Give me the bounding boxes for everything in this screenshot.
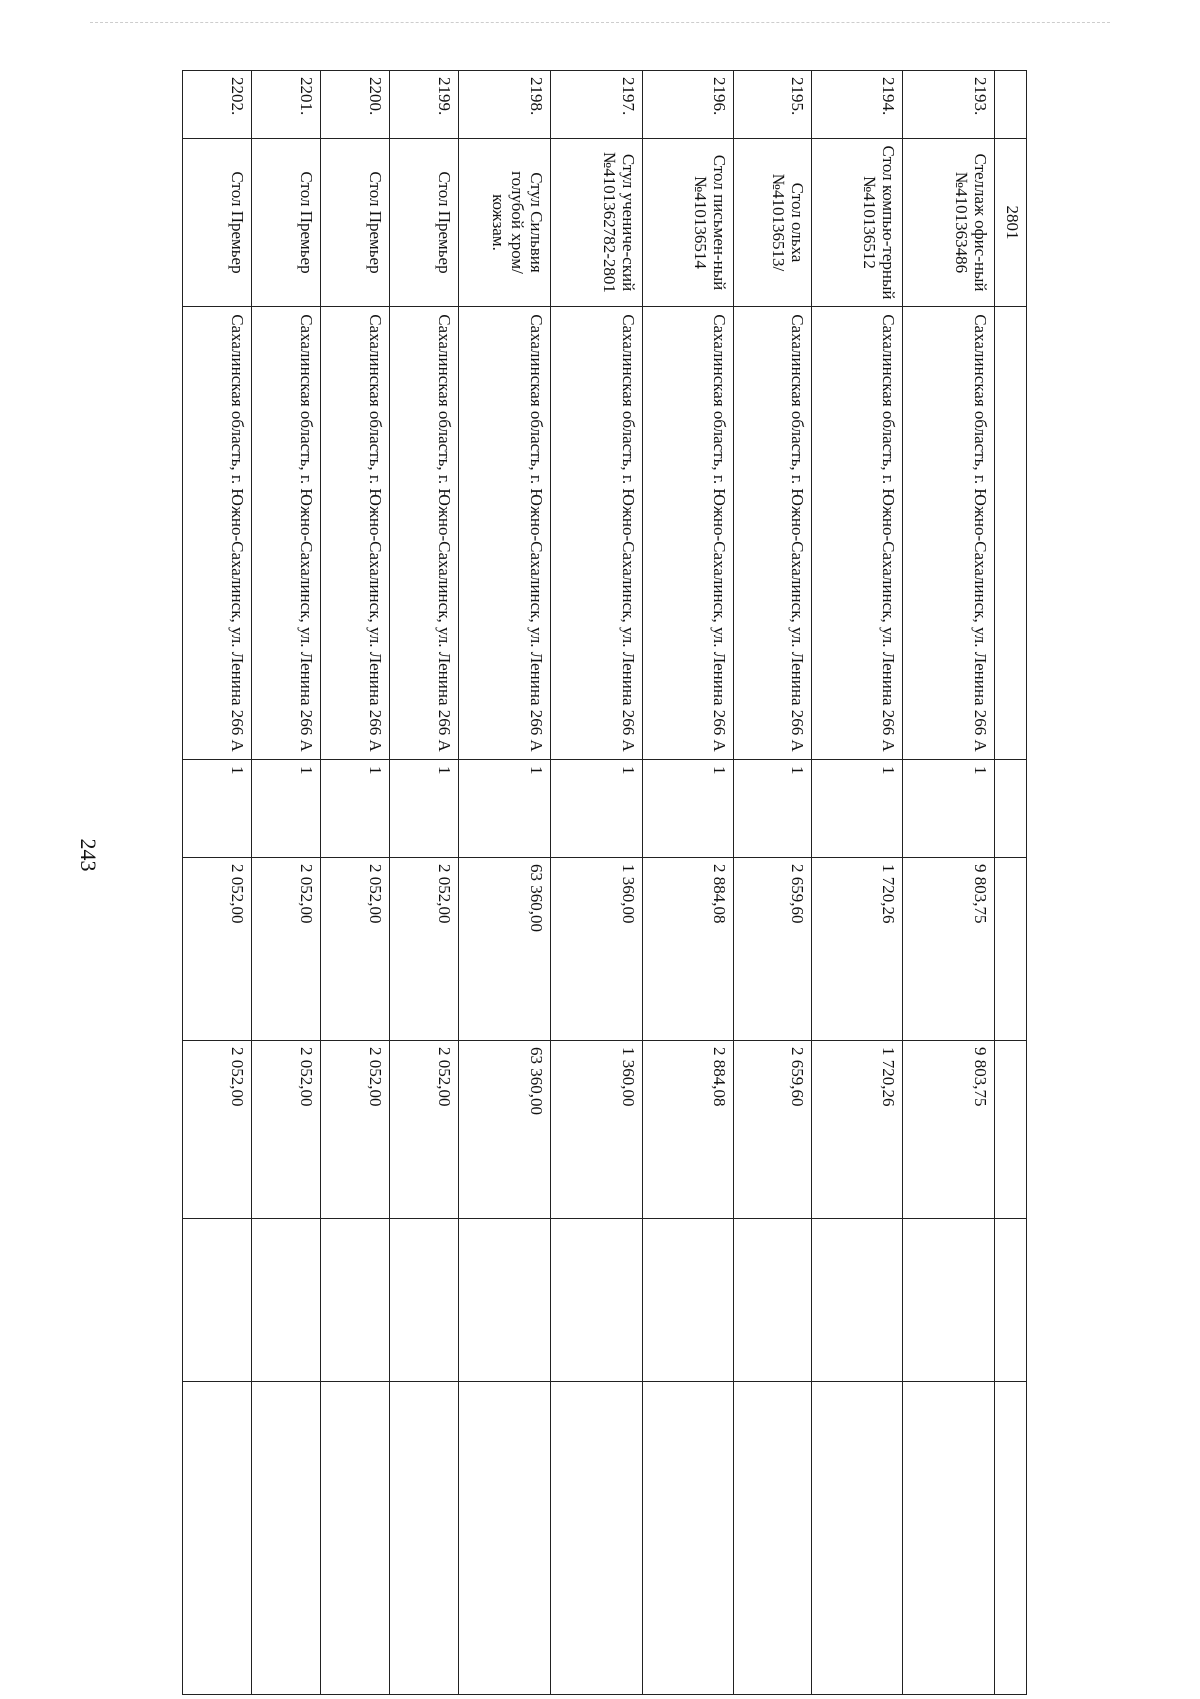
row-number: 2193. [903,71,995,139]
table-row [811,71,903,1695]
table-row [642,71,734,1695]
item-sum-2: 9 803,75 [903,1041,995,1219]
empty-cell [252,1382,321,1695]
empty-cell [459,1219,551,1382]
item-sum-2: 2 884,08 [642,1041,734,1219]
item-address: Сахалинская область, г. Южно-Сахалинск, ул. Ленина 266 А [321,307,390,760]
item-sum-2: 2 052,00 [390,1041,459,1219]
row-number: 2195. [734,71,811,139]
item-sum-2: 2 659,60 [734,1041,811,1219]
item-address: Сахалинская область, г. Южно-Сахалинск, ул. Ленина 266 А [811,307,903,760]
item-address: Сахалинская область, г. Южно-Сахалинск, ул. Ленина 266 А [252,307,321,760]
item-sum-1: 2 052,00 [321,858,390,1041]
item-qty: 1 [183,760,252,858]
empty-cell [321,1219,390,1382]
header-empty-cell [995,1219,1027,1382]
empty-cell [903,1382,995,1695]
empty-cell [183,1219,252,1382]
table-row [903,71,995,1695]
item-address: Сахалинская область, г. Южно-Сахалинск, ул. Ленина 266 А [642,307,734,760]
empty-cell [734,1382,811,1695]
item-address: Сахалинская область, г. Южно-Сахалинск, ул. Ленина 266 А [390,307,459,760]
empty-cell [550,1219,642,1382]
header-address-cell [995,307,1027,760]
empty-cell [642,1382,734,1695]
table-row [459,71,551,1695]
item-address: Сахалинская область, г. Южно-Сахалинск, ул. Ленина 266 А [459,307,551,760]
item-name: Стол компью-терный №410136512 [811,139,903,307]
header-num-cell [995,71,1027,139]
item-name: Стул Сильвия голубой хром/кожзам. [459,139,551,307]
table-row [550,71,642,1695]
item-name: Стол Премьер [183,139,252,307]
row-number: 2202. [183,71,252,139]
table-row [390,71,459,1695]
item-sum-1: 1 360,00 [550,858,642,1041]
item-sum-1: 63 360,00 [459,858,551,1041]
item-sum-1: 2 659,60 [734,858,811,1041]
row-number: 2196. [642,71,734,139]
item-qty: 1 [550,760,642,858]
header-name-cell: 2801 [995,139,1027,307]
item-address: Сахалинская область, г. Южно-Сахалинск, ул. Ленина 266 А [734,307,811,760]
item-qty: 1 [390,760,459,858]
item-name: Стеллаж офис-ный №4101363486 [903,139,995,307]
rotated-sheet [182,70,1027,1590]
header-qty-cell [995,760,1027,858]
item-sum-1: 2 052,00 [390,858,459,1041]
item-qty: 1 [252,760,321,858]
row-number: 2194. [811,71,903,139]
empty-cell [811,1219,903,1382]
item-sum-1: 1 720,26 [811,858,903,1041]
item-sum-2: 63 360,00 [459,1041,551,1219]
item-sum-2: 1 720,26 [811,1041,903,1219]
item-sum-1: 2 052,00 [252,858,321,1041]
item-address: Сахалинская область, г. Южно-Сахалинск, ул. Ленина 266 А [550,307,642,760]
row-number: 2200. [321,71,390,139]
item-qty: 1 [642,760,734,858]
inventory-table [182,70,1027,1695]
item-address: Сахалинская область, г. Южно-Сахалинск, ул. Ленина 266 А [903,307,995,760]
row-number: 2201. [252,71,321,139]
empty-cell [252,1219,321,1382]
table-row [252,71,321,1695]
page-number: 243 [76,838,101,872]
item-name: Стол Премьер [252,139,321,307]
row-number: 2198. [459,71,551,139]
item-sum-2: 2 052,00 [252,1041,321,1219]
empty-cell [642,1219,734,1382]
item-sum-2: 1 360,00 [550,1041,642,1219]
row-number: 2197. [550,71,642,139]
item-qty: 1 [811,760,903,858]
table-row [321,71,390,1695]
item-address: Сахалинская область, г. Южно-Сахалинск, ул. Ленина 266 А [183,307,252,760]
item-sum-1: 2 052,00 [183,858,252,1041]
item-qty: 1 [734,760,811,858]
item-sum-2: 2 052,00 [321,1041,390,1219]
empty-cell [811,1382,903,1695]
item-sum-1: 9 803,75 [903,858,995,1041]
empty-cell [183,1382,252,1695]
table-header-row [995,71,1027,1695]
header-empty-cell [995,1382,1027,1695]
item-name: Стол письмен-ный №410136514 [642,139,734,307]
empty-cell [550,1382,642,1695]
item-qty: 1 [321,760,390,858]
header-sum1-cell [995,858,1027,1041]
empty-cell [321,1382,390,1695]
empty-cell [903,1219,995,1382]
item-qty: 1 [459,760,551,858]
empty-cell [390,1219,459,1382]
item-name: Стол Премьер [390,139,459,307]
empty-cell [459,1382,551,1695]
header-sum2-cell [995,1041,1027,1219]
item-sum-1: 2 884,08 [642,858,734,1041]
item-name: Стол Премьер [321,139,390,307]
item-qty: 1 [903,760,995,858]
item-sum-2: 2 052,00 [183,1041,252,1219]
item-name: Стул учениче-ский №410136278​2-2801 [550,139,642,307]
empty-cell [390,1382,459,1695]
table-row [734,71,811,1695]
item-name: Стол ольха №410136513/ [734,139,811,307]
table-row [183,71,252,1695]
scan-artifact-line [90,22,1110,27]
empty-cell [734,1219,811,1382]
row-number: 2199. [390,71,459,139]
